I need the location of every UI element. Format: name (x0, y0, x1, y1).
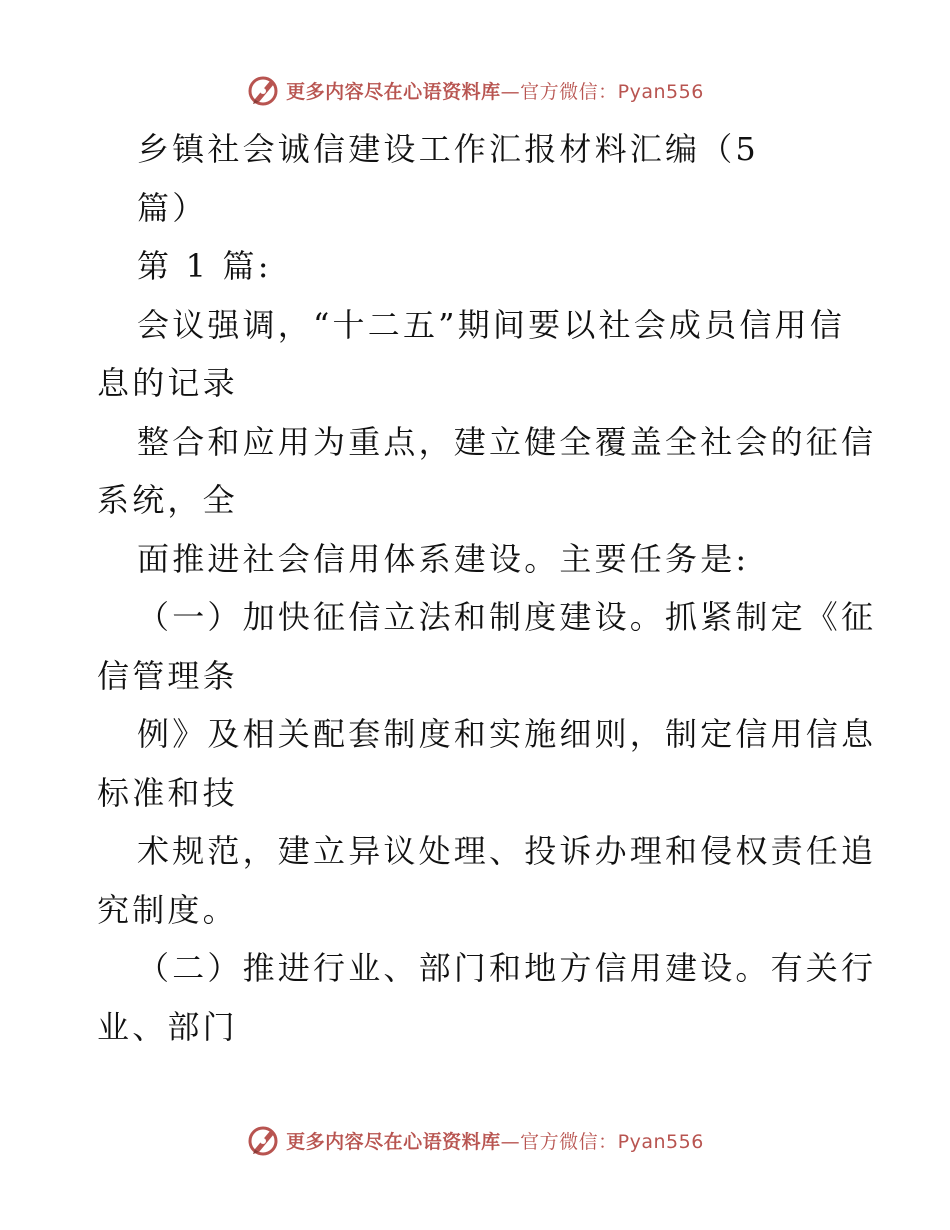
paragraph-line: 面推进社会信用体系建设。主要任务是: (137, 539, 750, 578)
pen-logo-icon (246, 1123, 280, 1157)
watermark-main: 更多内容尽在心语资料库 (286, 1130, 501, 1153)
paragraph-line: 信管理条 (97, 656, 238, 695)
pen-logo-icon (246, 73, 280, 107)
paragraph-line: 系统，全 (97, 481, 238, 519)
document-body (97, 120, 877, 1056)
watermark-sub: 官方微信：Pyan556 (520, 1130, 704, 1153)
doc-title-line-2: 篇） (137, 188, 208, 227)
footer-watermark-inner (246, 1123, 704, 1157)
watermark-dash: — (500, 1130, 521, 1153)
watermark-sub: 官方微信：Pyan556 (520, 80, 704, 103)
paragraph-line: （一）加快征信立法和制度建设。抓紧制定《征 (137, 598, 877, 636)
watermark-text (286, 1127, 704, 1154)
watermark-text (286, 77, 704, 104)
paragraph-line: 业、部门 (97, 1007, 238, 1046)
paragraph-line: 整合和应用为重点，建立健全覆盖全社会的征信 (137, 422, 877, 461)
footer-watermark (0, 1120, 950, 1160)
paragraph-line: （二）推进行业、部门和地方信用建设。有关行 (137, 949, 877, 987)
section-heading: 第 1 篇: (137, 247, 272, 285)
paragraph-line: 息的记录 (97, 364, 238, 402)
header-watermark (0, 70, 950, 110)
paragraph-line: 术规范，建立异议处理、投诉办理和侵权责任追 (137, 832, 877, 870)
watermark-main: 更多内容尽在心语资料库 (286, 80, 501, 103)
paragraph-line: 标准和技 (97, 773, 238, 812)
paragraph-line: 例》及相关配套制度和实施细则，制定信用信息 (137, 715, 877, 753)
paragraph-line: 会议强调，“十二五”期间要以社会成员信用信 (137, 305, 845, 344)
watermark-dash: — (500, 80, 521, 103)
doc-title-line-1: 乡镇社会诚信建设工作汇报材料汇编（5 (137, 130, 759, 168)
header-watermark-inner (246, 73, 704, 107)
paragraph-line: 究制度。 (97, 890, 238, 929)
